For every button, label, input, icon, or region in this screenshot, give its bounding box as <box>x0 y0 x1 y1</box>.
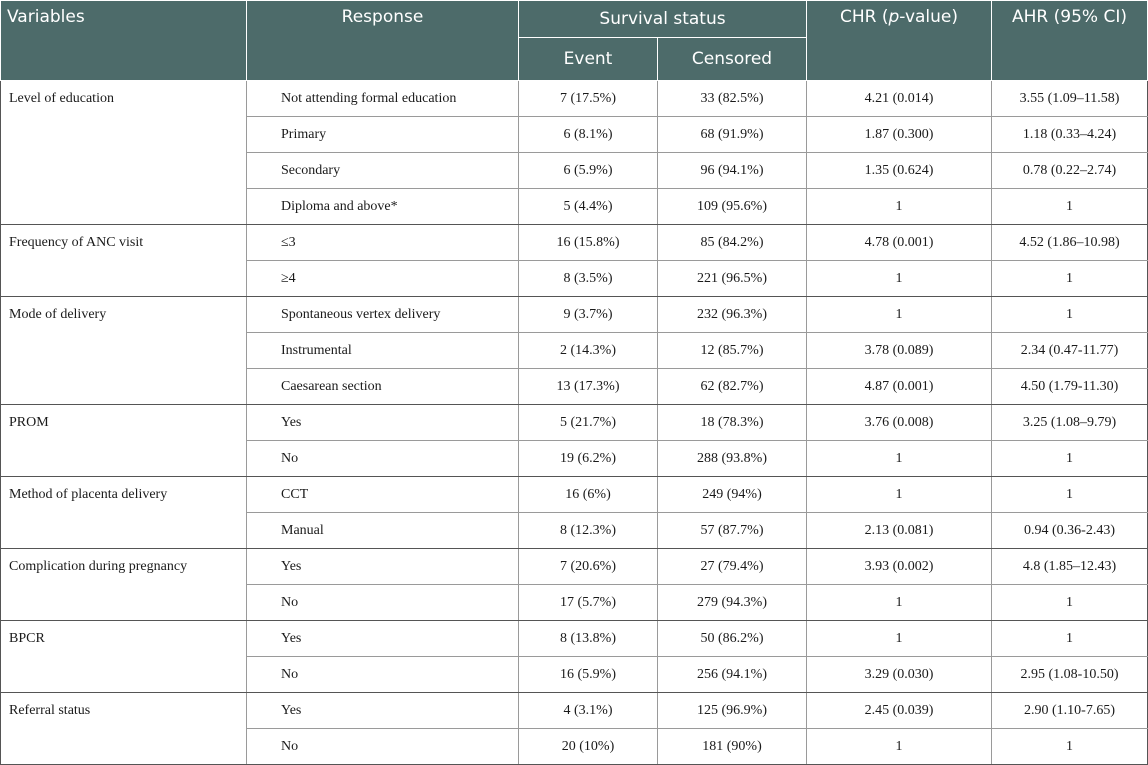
censored-cell: 181 (90%) <box>658 729 807 765</box>
chr-cell: 3.29 (0.030) <box>807 657 992 693</box>
response-cell: Manual <box>247 513 519 549</box>
event-cell: 19 (6.2%) <box>519 441 658 477</box>
response-cell: No <box>247 585 519 621</box>
censored-cell: 12 (85.7%) <box>658 333 807 369</box>
ahr-cell: 3.55 (1.09–11.58) <box>992 81 1148 117</box>
event-cell: 20 (10%) <box>519 729 658 765</box>
event-cell: 17 (5.7%) <box>519 585 658 621</box>
ahr-cell: 1 <box>992 189 1148 225</box>
censored-cell: 33 (82.5%) <box>658 81 807 117</box>
event-cell: 16 (6%) <box>519 477 658 513</box>
ahr-cell: 1 <box>992 585 1148 621</box>
event-cell: 6 (8.1%) <box>519 117 658 153</box>
event-cell: 8 (12.3%) <box>519 513 658 549</box>
header-chr <box>807 1 992 81</box>
chr-cell: 4.87 (0.001) <box>807 369 992 405</box>
header-chr-suffix: -value) <box>899 7 959 27</box>
table-row <box>1 693 1148 729</box>
event-cell: 16 (5.9%) <box>519 657 658 693</box>
response-cell: ≥4 <box>247 261 519 297</box>
chr-cell: 1 <box>807 585 992 621</box>
response-cell: Diploma and above* <box>247 189 519 225</box>
censored-cell: 68 (91.9%) <box>658 117 807 153</box>
variable-cell: PROM <box>1 405 247 477</box>
response-cell: ≤3 <box>247 225 519 261</box>
chr-cell: 1 <box>807 189 992 225</box>
ahr-cell: 1.18 (0.33–4.24) <box>992 117 1148 153</box>
censored-cell: 85 (84.2%) <box>658 225 807 261</box>
table-row <box>1 297 1148 333</box>
event-cell: 5 (4.4%) <box>519 189 658 225</box>
table-row <box>1 225 1148 261</box>
table-row <box>1 477 1148 513</box>
response-cell: Spontaneous vertex delivery <box>247 297 519 333</box>
ahr-cell: 1 <box>992 477 1148 513</box>
ahr-cell: 1 <box>992 441 1148 477</box>
variable-cell: Complication during pregnancy <box>1 549 247 621</box>
ahr-cell: 1 <box>992 261 1148 297</box>
censored-cell: 125 (96.9%) <box>658 693 807 729</box>
ahr-cell: 2.90 (1.10-7.65) <box>992 693 1148 729</box>
ahr-cell: 4.52 (1.86–10.98) <box>992 225 1148 261</box>
event-cell: 6 (5.9%) <box>519 153 658 189</box>
header-survival-status: Survival status <box>519 1 807 38</box>
ahr-cell: 4.50 (1.79-11.30) <box>992 369 1148 405</box>
chr-cell: 1.87 (0.300) <box>807 117 992 153</box>
event-cell: 16 (15.8%) <box>519 225 658 261</box>
variable-cell: Referral status <box>1 693 247 765</box>
ahr-cell: 0.78 (0.22–2.74) <box>992 153 1148 189</box>
censored-cell: 109 (95.6%) <box>658 189 807 225</box>
censored-cell: 256 (94.1%) <box>658 657 807 693</box>
header-censored: Censored <box>658 38 807 81</box>
ahr-cell: 4.8 (1.85–12.43) <box>992 549 1148 585</box>
censored-cell: 27 (79.4%) <box>658 549 807 585</box>
variable-cell: BPCR <box>1 621 247 693</box>
censored-cell: 279 (94.3%) <box>658 585 807 621</box>
chr-cell: 1.35 (0.624) <box>807 153 992 189</box>
chr-cell: 4.78 (0.001) <box>807 225 992 261</box>
censored-cell: 249 (94%) <box>658 477 807 513</box>
censored-cell: 232 (96.3%) <box>658 297 807 333</box>
chr-cell: 4.21 (0.014) <box>807 81 992 117</box>
chr-cell: 1 <box>807 477 992 513</box>
event-cell: 13 (17.3%) <box>519 369 658 405</box>
response-cell: Yes <box>247 405 519 441</box>
variable-cell: Level of education <box>1 81 247 225</box>
table-row <box>1 621 1148 657</box>
event-cell: 2 (14.3%) <box>519 333 658 369</box>
table-row <box>1 81 1148 117</box>
chr-cell: 1 <box>807 261 992 297</box>
ahr-cell: 1 <box>992 621 1148 657</box>
response-cell: CCT <box>247 477 519 513</box>
response-cell: Caesarean section <box>247 369 519 405</box>
response-cell: Yes <box>247 621 519 657</box>
chr-cell: 1 <box>807 621 992 657</box>
chr-cell: 3.76 (0.008) <box>807 405 992 441</box>
header-chr-italic: p <box>888 7 900 27</box>
header-variables: Variables <box>1 1 247 81</box>
chr-cell: 2.45 (0.039) <box>807 693 992 729</box>
event-cell: 7 (20.6%) <box>519 549 658 585</box>
ahr-cell: 2.95 (1.08-10.50) <box>992 657 1148 693</box>
event-cell: 5 (21.7%) <box>519 405 658 441</box>
table-row <box>1 549 1148 585</box>
header-response: Response <box>247 1 519 81</box>
table-body <box>1 81 1148 765</box>
variable-cell: Mode of delivery <box>1 297 247 405</box>
response-cell: No <box>247 729 519 765</box>
response-cell: Yes <box>247 549 519 585</box>
response-cell: Primary <box>247 117 519 153</box>
censored-cell: 57 (87.7%) <box>658 513 807 549</box>
response-cell: Instrumental <box>247 333 519 369</box>
event-cell: 8 (13.8%) <box>519 621 658 657</box>
censored-cell: 18 (78.3%) <box>658 405 807 441</box>
ahr-cell: 0.94 (0.36-2.43) <box>992 513 1148 549</box>
header-chr-prefix: CHR ( <box>839 7 889 27</box>
chr-cell: 1 <box>807 441 992 477</box>
event-cell: 7 (17.5%) <box>519 81 658 117</box>
ahr-cell: 1 <box>992 729 1148 765</box>
event-cell: 8 (3.5%) <box>519 261 658 297</box>
event-cell: 4 (3.1%) <box>519 693 658 729</box>
chr-cell: 1 <box>807 297 992 333</box>
variable-cell: Method of placenta delivery <box>1 477 247 549</box>
response-cell: No <box>247 657 519 693</box>
table-header <box>1 1 1148 81</box>
table-row <box>1 405 1148 441</box>
censored-cell: 221 (96.5%) <box>658 261 807 297</box>
header-event: Event <box>519 38 658 81</box>
censored-cell: 288 (93.8%) <box>658 441 807 477</box>
response-cell: Yes <box>247 693 519 729</box>
chr-cell: 2.13 (0.081) <box>807 513 992 549</box>
censored-cell: 62 (82.7%) <box>658 369 807 405</box>
chr-cell: 3.78 (0.089) <box>807 333 992 369</box>
header-ahr: AHR (95% CI) <box>992 1 1148 81</box>
chr-cell: 3.93 (0.002) <box>807 549 992 585</box>
censored-cell: 96 (94.1%) <box>658 153 807 189</box>
variable-cell: Frequency of ANC visit <box>1 225 247 297</box>
chr-cell: 1 <box>807 729 992 765</box>
event-cell: 9 (3.7%) <box>519 297 658 333</box>
censored-cell: 50 (86.2%) <box>658 621 807 657</box>
ahr-cell: 3.25 (1.08–9.79) <box>992 405 1148 441</box>
response-cell: Secondary <box>247 153 519 189</box>
response-cell: Not attending formal education <box>247 81 519 117</box>
response-cell: No <box>247 441 519 477</box>
ahr-cell: 1 <box>992 297 1148 333</box>
ahr-cell: 2.34 (0.47-11.77) <box>992 333 1148 369</box>
